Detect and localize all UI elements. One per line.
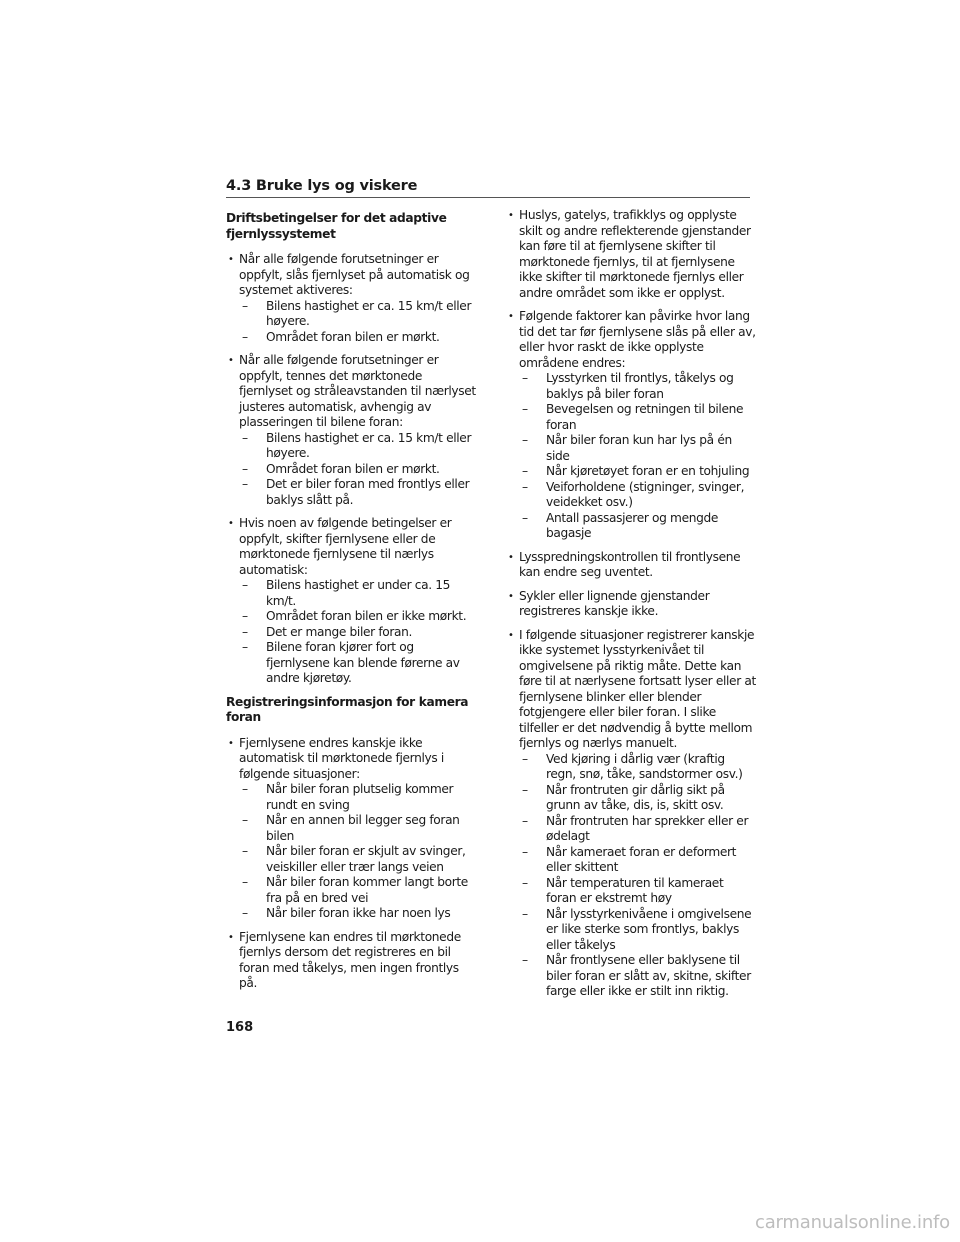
sub-item: – Når frontruten gir dårlig sikt på grunn av tåke, dis, is, skitt osv. <box>519 783 756 814</box>
sub-item: – Området foran bilen er mørkt. <box>239 462 476 478</box>
bullet-text: • Sykler eller lignende gjenstander registreres kanskje ikke. <box>519 588 710 618</box>
section-driftsbetingelser <box>226 211 476 687</box>
bullet-item <box>226 516 476 687</box>
sub-item: – Når kameraet foran er deformert eller skittent <box>519 845 756 876</box>
bullet-text: • Fjernlysene endres kanskje ikke automatisk til mørktonede fjernlys i følgende situasjoner: <box>239 735 444 781</box>
sub-item: – Når frontlysene eller baklysene til biler foran er slått av, skitne, skifter farge eller ikke er stilt inn riktig. <box>519 953 756 1000</box>
page-number: 168 <box>226 1020 254 1035</box>
sub-item: – Området foran bilen er mørkt. <box>239 330 476 346</box>
sub-item: – Når lysstyrkenivåene i omgivelsene er like sterke som frontlys, baklys eller tåkelys <box>519 907 756 954</box>
sub-item: – Ved kjøring i dårlig vær (kraftig regn, snø, tåke, sandstormer osv.) <box>519 752 756 783</box>
bullet-text: • Følgende faktorer kan påvirke hvor lang tid det tar før fjernlysene slås på eller av, eller hvor raskt de ikke opplyste områdene endres: <box>519 309 756 370</box>
right-column <box>506 208 756 1008</box>
section-registrering <box>226 695 476 992</box>
bullet-item <box>506 208 756 301</box>
bullet-text: • Når alle følgende forutsetninger er oppfylt, slås fjernlyset på automatisk og systemet aktiveres: <box>239 252 470 297</box>
sub-item: – Det er biler foran med frontlys eller baklys slått på. <box>239 477 476 508</box>
bullet-item <box>226 930 476 992</box>
bullet-item <box>226 353 476 508</box>
left-column <box>226 208 476 1000</box>
sub-item: – Bilens hastighet er ca. 15 km/t eller høyere. <box>239 431 476 462</box>
bullet-item <box>226 252 476 345</box>
section-title: Registreringsinformasjon for kamera foran <box>226 694 469 724</box>
sub-item: – Når kjøretøyet foran er en tohjuling <box>519 464 756 480</box>
sub-item: – Når biler foran kommer langt borte fra på en bred vei <box>239 875 476 906</box>
bullet-item <box>506 628 756 1000</box>
section-title: Driftsbetingelser for det adaptive fjernlyssystemet <box>226 211 447 241</box>
sub-item: – Når temperaturen til kameraet foran er ekstremt høy <box>519 876 756 907</box>
sub-item: – Lysstyrken til frontlys, tåkelys og baklys på biler foran <box>519 371 756 402</box>
sub-item: – Bilens hastighet er ca. 15 km/t eller høyere. <box>239 299 476 330</box>
bullet-text: • Hvis noen av følgende betingelser er oppfylt, skifter fjernlysene eller de mørktonede fjernlysene til nærlys automatisk: <box>239 516 452 577</box>
bullet-text: • Huslys, gatelys, trafikklys og opplyste skilt og andre reflekterende gjenstander kan føre til at fjernlysene skifter til mørktonede fjernlys, til at fjernlysene ikke skifter til mørktonede fjernlys eller andre området som ikke er opplyst. <box>519 208 751 300</box>
sub-item: – Det er mange biler foran. <box>239 625 476 641</box>
bullet-text: • I følgende situasjoner registrerer kanskje ikke systemet lysstyrkenivået til omgivelsene på riktig måte. Dette kan føre til at nærlysene fortsatt lyser eller at fjernlysene blinker eller blender fotgjengere eller biler foran. I slike tilfeller er det nødvendig å bytte mellom fjernlys og nærlys manuelt. <box>519 627 756 750</box>
sub-item: – Når biler foran er skjult av svinger, veiskiller eller trær langs veien <box>239 844 476 875</box>
section-header: 4.3 Bruke lys og viskere <box>226 178 750 198</box>
bullet-text: • Lysspredningskontrollen til frontlysene kan endre seg uventet. <box>519 549 741 579</box>
sub-item: – Når biler foran ikke har noen lys <box>239 906 476 922</box>
sub-item: – Bilens hastighet er under ca. 15 km/t. <box>239 578 476 609</box>
sub-item: – Bilene foran kjører fort og fjernlysene kan blende førerne av andre kjøretøy. <box>239 640 476 687</box>
sub-item: – Veiforholdene (stigninger, svinger, veidekket osv.) <box>519 480 756 511</box>
sub-item: – Antall passasjerer og mengde bagasje <box>519 511 756 542</box>
bullet-text: • Når alle følgende forutsetninger er oppfylt, tennes det mørktonede fjernlyset og stråleavstanden til nærlyset justeres automatisk, avhengig av plasseringen til bilene foran: <box>239 353 476 429</box>
watermark: carmanualsonline.info <box>755 1212 950 1233</box>
sub-item: – Når en annen bil legger seg foran bilen <box>239 813 476 844</box>
sub-item: – Området foran bilen er ikke mørkt. <box>239 609 476 625</box>
sub-item: – Når biler foran plutselig kommer rundt en sving <box>239 782 476 813</box>
bullet-item <box>506 309 756 542</box>
bullet-item <box>506 550 756 581</box>
bullet-item <box>506 589 756 620</box>
sub-item: – Når biler foran kun har lys på én side <box>519 433 756 464</box>
bullet-text: • Fjernlysene kan endres til mørktonede fjernlys dersom det registreres en bil foran med tåkelys, men ingen frontlys på. <box>239 929 461 990</box>
bullet-item <box>226 736 476 922</box>
sub-item: – Bevegelsen og retningen til bilene foran <box>519 402 756 433</box>
sub-item: – Når frontruten har sprekker eller er ødelagt <box>519 814 756 845</box>
